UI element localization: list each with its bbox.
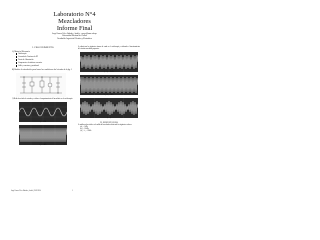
right-column [78,47,140,133]
title-line-2: Mezcladores [58,18,91,25]
oscilloscope-plot-1 [19,102,67,122]
oscilloscope-plot-2 [19,125,67,145]
bullet-icon [16,59,17,60]
figure-caption-5: f₁ × f₂ [107,118,111,120]
paper-page [0,0,149,198]
footer-author-date: Jorge Franco Velez Ordoñez, Andrés, 05/05/2024 [11,191,41,192]
results-text: Se midieron las señales en la salida del mezclador obteniendo los siguientes valores: [78,124,132,126]
author-affiliation: Universidad Nacional del Callao [62,35,87,38]
list-item: Generador de Funciones de RF [16,56,74,59]
list-item: Fuente de Alimentación [16,59,74,62]
right-intro-text: Se obtuvieron las siguientes formas de onda en el osciloscopio, verificando el funcionamiento del circuito mezclador propuesto. [78,47,140,51]
oscilloscope-plot-3 [80,52,138,72]
author-faculty: Facultad de Ingeniería Eléctrica y Electrónica [57,37,92,40]
bullet-icon [16,62,17,63]
subsection-materials: A) Material Necesario [12,50,30,53]
bullet-icon [16,53,17,54]
section-procedure-heading: I. PROCEDIMIENTO [32,47,54,49]
title-line-3: Informe Final [56,25,93,32]
subsection-simulation: B) Realice la simulación para hacer las mediciones del circuito de la fig. 1 [12,69,73,72]
oscilloscope-plot-4 [80,75,138,95]
oscilloscope-plot-5 [80,98,138,118]
author-block [0,33,149,40]
list-item: a) f₁ = 1kHz [80,126,88,128]
page-number: 1 [72,191,73,192]
left-column [12,47,74,147]
bullet-icon [16,56,17,57]
bullet-icon [16,65,17,66]
section-results-heading: II. RESULTADOS [100,122,118,125]
figure-caption-4: f₂ − f₁ = 9kHz [104,95,114,97]
list-item: b) f₂ = 10kHz [80,128,89,130]
circuit-diagram [16,73,66,97]
list-item: Componentes electrónicos necesarios [16,62,74,65]
list-item: Osciloscopio [16,53,74,56]
step-1-text: 1) Medir las señales de entrada y verificar el comportamiento del mezclador en el osciloscopio. [12,99,73,101]
list-item: c) f₂ + f₁ = 11kHz [80,131,92,133]
figure-caption-2: f₂ = 10kHz [39,145,47,147]
list-item: Cables, conectores y protoboard [16,65,74,68]
figure-caption-3: f₁ + f₂ = 11kHz [104,72,114,74]
author-names: Jorge Franco Velez Ordoñez, Andrés · correo@unac.edu.pe [52,33,97,35]
figure-caption-1: f₁ = 1kHz [39,122,47,124]
title-line-1: Laboratorio N°4 [53,11,96,18]
